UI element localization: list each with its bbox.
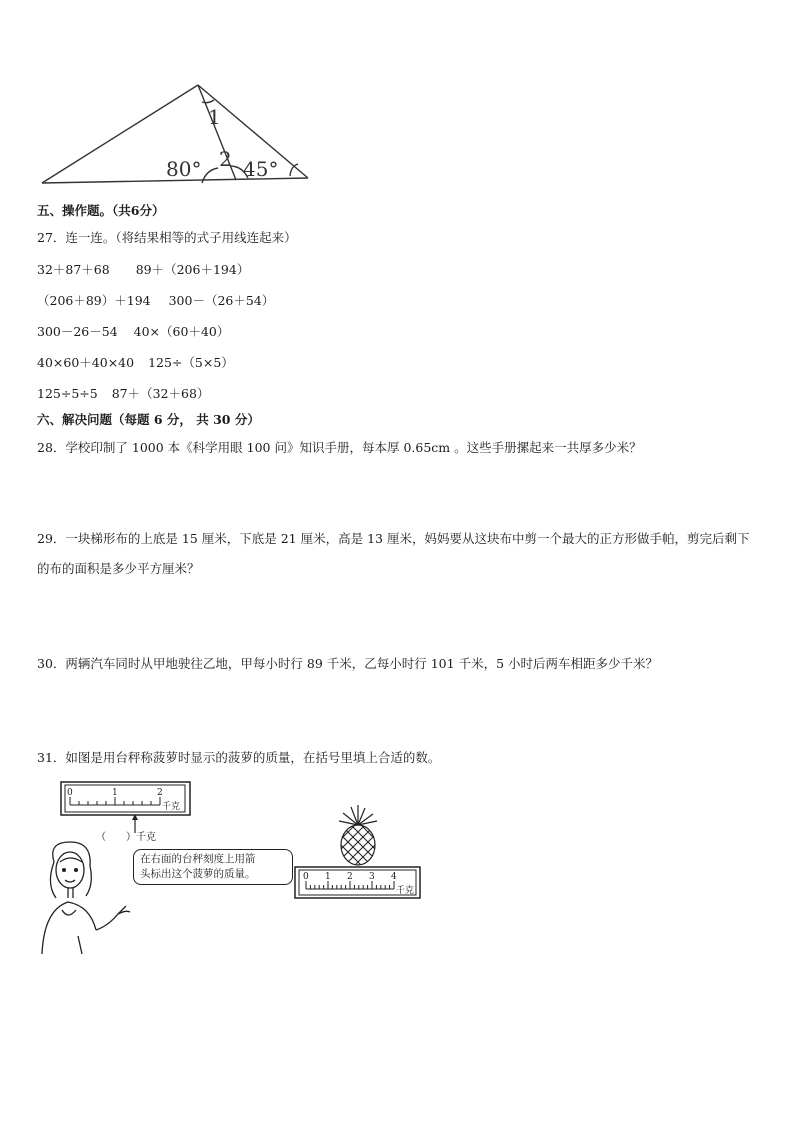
q31-text: 31．如图是用台秤称菠萝时显示的菠萝的质量，在括号里填上合适的数。 — [37, 750, 441, 765]
q27-left-expr[interactable]: （206＋89）＋194 — [37, 293, 151, 308]
angle-arc-80 — [202, 168, 218, 183]
q27-row — [37, 355, 234, 370]
scale-2[interactable] — [294, 866, 422, 900]
q27-right-expr[interactable]: 89＋（206＋194） — [135, 262, 250, 277]
q27-left-expr[interactable]: 125÷5÷5 — [37, 386, 98, 401]
q27-prompt: 27．连一连。（将结果相等的式子用线连起来） — [37, 230, 297, 245]
angle-label-2: 2 — [219, 147, 232, 171]
bubble-line-1: 在右面的台秤刻度上用箭 — [140, 853, 256, 865]
angle-label-45: 45° — [243, 157, 279, 181]
scale2-tick-0: 0 — [303, 872, 309, 882]
q27-left-expr[interactable]: 40×60＋40×40 — [37, 355, 135, 370]
scale1-tick-0: 0 — [67, 788, 73, 798]
scale2-tick-4: 4 — [391, 872, 397, 882]
q28-text: 28．学校印制了 1000 本《科学用眼 100 问》知识手册，每本厚 0.65cm 。这些手册摞起来一共厚多少米？ — [37, 440, 642, 455]
q29-text: 29．一块梯形布的上底是 15 厘米，下底是 21 厘米，高是 13 厘米，妈妈要从这块布中剪一个最大的正方形做手帕，剪完后剩下的布的面积是多少平方厘米？ — [37, 531, 750, 576]
q27-right-expr[interactable]: 300－（26＋54） — [168, 293, 275, 308]
angle-label-1: 1 — [208, 105, 221, 129]
speech-bubble — [133, 849, 293, 885]
q27-right-expr[interactable]: 87＋（32＋68） — [111, 386, 210, 401]
scale1-tick-2: 2 — [157, 788, 163, 798]
q27-left-expr[interactable]: 300－26－54 — [37, 324, 118, 339]
scale1-unit: 千克 — [162, 802, 181, 812]
angle-arc-45 — [290, 164, 298, 176]
q30-text: 30．两辆汽车同时从甲地驶往乙地，甲每小时行 89 千米，乙每小时行 101 千米，5 小时后两车相距多少千米？ — [37, 656, 658, 671]
scale-1 — [60, 781, 192, 817]
angle-label-80: 80° — [166, 157, 202, 181]
bubble-line-2: 头标出这个菠萝的质量。 — [140, 868, 256, 880]
pineapple-icon — [333, 805, 383, 867]
q27-right-expr[interactable]: 125÷（5×5） — [148, 355, 234, 370]
triangle-figure — [36, 80, 316, 190]
scale2-tick-2: 2 — [347, 872, 353, 882]
q27-row — [37, 386, 209, 401]
scale2-unit: 千克 — [396, 886, 415, 896]
answer-blank[interactable]: （ ）千克 — [96, 832, 156, 843]
q27-row — [37, 293, 274, 308]
scale2-tick-1: 1 — [325, 872, 331, 882]
q27-right-expr[interactable]: 40×（60＋40） — [133, 324, 230, 339]
section5-heading: 五、操作题。（共6分） — [37, 203, 165, 218]
section6-heading: 六、解决问题（每题 6 分， 共 30 分） — [37, 412, 260, 427]
q27-row — [37, 262, 249, 277]
scale2-tick-3: 3 — [369, 872, 375, 882]
girl-illustration — [38, 840, 134, 956]
q27-left-expr[interactable]: 32＋87＋68 — [37, 262, 110, 277]
scale1-tick-1: 1 — [112, 788, 118, 798]
q27-row — [37, 324, 229, 339]
